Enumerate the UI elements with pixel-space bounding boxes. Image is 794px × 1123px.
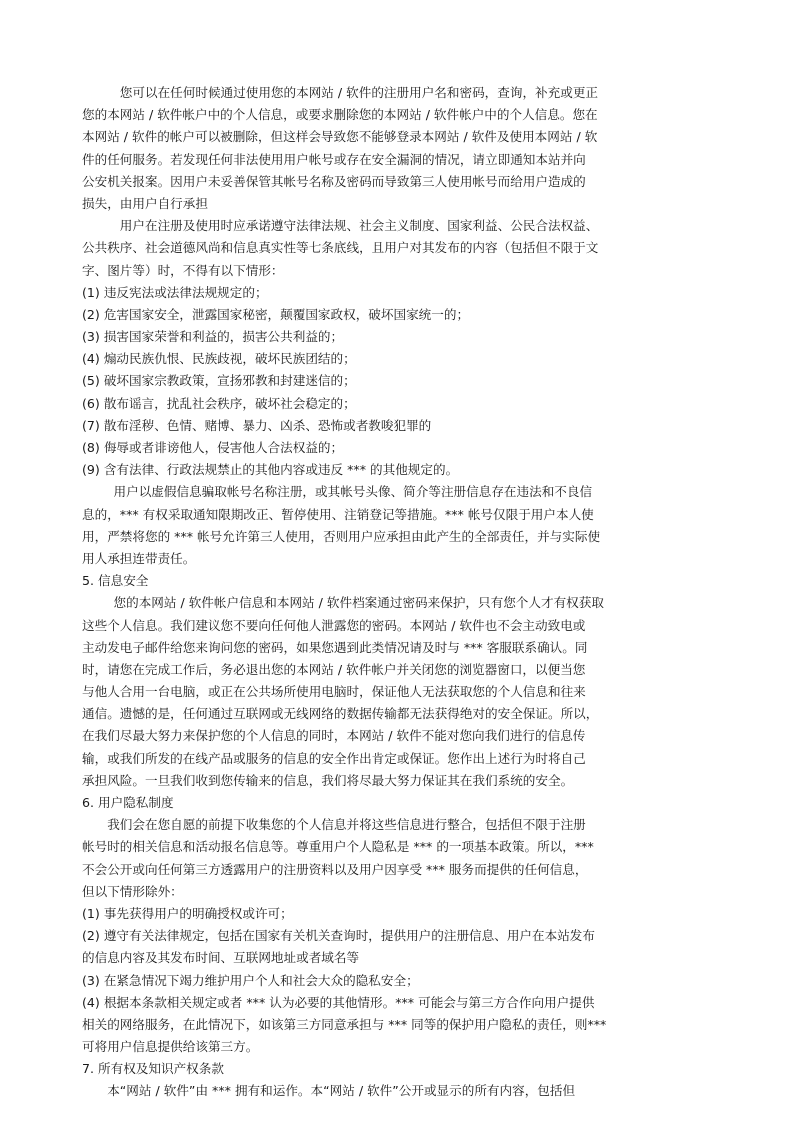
- text-line: (9) 含有法律、行政法规禁止的其他内容或违反 *** 的其他规定的。: [82, 462, 459, 478]
- text-line: (7) 散布淫秽、色情、赌博、暴力、凶杀、恐怖或者教唆犯罪的: [82, 417, 432, 433]
- text-line: (1) 事先获得用户的明确授权或许可；: [82, 905, 293, 921]
- text-line: (5) 破坏国家宗教政策，宣扬邪教和封建迷信的；: [82, 373, 356, 389]
- text-line: 损失，由用户自行承担: [82, 195, 208, 211]
- text-line: (3) 损害国家荣誉和利益的，损害公共利益的；: [82, 329, 344, 345]
- text-line: (2) 遵守有关法律规定，包括在国家有关机关查询时，提供用户的注册信息、用户在本站发布: [82, 928, 595, 944]
- text-line: 用户在注册及使用时应承诺遵守法律法规、社会主义制度、国家利益、公民合法权益、: [119, 218, 599, 234]
- text-line: 在我们尽最大努力来保护您的个人信息的同时，本网站 / 软件不能对您向我们进行的信息传: [82, 728, 586, 744]
- text-line: 主动发电子邮件给您来询问您的密码，如果您遇到此类情况请及时与 *** 客服联系确认。同: [82, 639, 588, 655]
- text-line: 件的任何服务。若发现任何非法使用用户帐号或存在安全漏洞的情况，请立即通知本站并向: [82, 151, 586, 167]
- text-line: 与他人合用一台电脑，或正在公共场所使用电脑时，保证他人无法获取您的个人信息和往来: [82, 684, 586, 700]
- text-line: (6) 散布谣言，扰乱社会秩序，破坏社会稳定的；: [82, 395, 356, 411]
- text-line: 但以下情形除外：: [82, 883, 183, 899]
- text-line: 相关的网络服务，在此情况下，如该第三方同意承担与 *** 同等的保护用户隐私的责任，则***: [82, 1016, 607, 1032]
- text-line: (1) 违反宪法或法律法规规定的；: [82, 284, 268, 300]
- text-line: 本网站 / 软件的帐户可以被删除，但这样会导致您不能够登录本网站 / 软件及使用本网站 / 软: [82, 129, 598, 145]
- text-line: 本“网站 / 软件”由 *** 拥有和运作。本“网站 / 软件”公开或显示的所有内容，包括但: [107, 1083, 576, 1099]
- text-line: 您的本网站 / 软件帐户信息和本网站 / 软件档案通过密码来保护，只有您个人才有权获取: [113, 595, 604, 611]
- text-line: (4) 煽动民族仇恨、民族歧视，破坏民族团结的；: [82, 351, 356, 367]
- text-line: 通信。遗憾的是，任何通过互联网或无线网络的数据传输都无法获得绝对的安全保证。所以，: [82, 706, 599, 722]
- text-line: 您的本网站 / 软件帐户中的个人信息，或要求删除您的本网站 / 软件帐户中的个人信息。您在: [82, 107, 598, 123]
- text-line: (8) 侮辱或者诽谤他人，侵害他人合法权益的；: [82, 440, 344, 455]
- text-line: 用，严禁将您的 *** 帐号允许第三人使用，否则用户应承担由此产生的全部责任，并与实际使: [82, 528, 601, 544]
- text-line: 用户以虚假信息骗取帐号名称注册，或其帐号头像、简介等注册信息存在违法和不良信: [113, 484, 593, 500]
- text-line: (4) 根据本条款相关规定或者 *** 认为必要的其他情形。*** 可能会与第三方合作向用户提供: [82, 994, 595, 1010]
- section-heading: 6. 用户隐私制度: [82, 795, 174, 810]
- text-line: 公共秩序、社会道德风尚和信息真实性等七条底线，且用户对其发布的内容（包括但不限于文: [82, 240, 599, 256]
- text-line: 时，请您在完成工作后，务必退出您的本网站 / 软件帐户并关闭您的浏览器窗口，以便当您: [82, 661, 586, 677]
- text-line: 输，或我们所发的在线产品或服务的信息的安全作出肯定或保证。您作出上述行为时将自己: [82, 750, 586, 766]
- text-line: 用人承担连带责任。: [82, 550, 196, 566]
- text-line: (3) 在紧急情况下竭力维护用户个人和社会大众的隐私安全；: [82, 972, 419, 988]
- text-line: 承担风险。一旦我们收到您传输来的信息，我们将尽最大努力保证其在我们系统的安全。: [82, 772, 574, 788]
- document-page: [82, 82, 716, 1103]
- text-line: 字、图片等）时，不得有以下情形：: [82, 262, 284, 278]
- text-line: (2) 危害国家安全，泄露国家秘密，颠覆国家政权，破坏国家统一的；: [82, 306, 470, 322]
- text-line: 帐号时的相关信息和活动报名信息等。尊重用户个人隐私是 *** 的一项基本政策。所以，***: [82, 839, 594, 855]
- section-heading: 5. 信息安全: [82, 573, 149, 589]
- text-line: 这些个人信息。我们建议您不要向任何他人泄露您的密码。本网站 / 软件也不会主动致电或: [82, 617, 586, 633]
- text-line: 的信息内容及其发布时间、互联网地址或者域名等: [82, 950, 360, 966]
- text-line: 不会公开或向任何第三方透露用户的注册资料以及用户因享受 *** 服务而提供的任何信息，: [82, 861, 588, 877]
- text-line: 公安机关报案。因用户未妥善保管其帐号名称及密码而导致第三人使用帐号而给用户造成的: [82, 173, 586, 189]
- section-heading: 7. 所有权及知识产权条款: [82, 1061, 224, 1077]
- text-line: 息的，*** 有权采取通知限期改正、暂停使用、注销登记等措施。*** 帐号仅限于用户本人使: [82, 506, 594, 522]
- text-line: 可将用户信息提供给该第三方。: [82, 1039, 259, 1055]
- text-line: 我们会在您自愿的前提下收集您的个人信息并将这些信息进行整合，包括但不限于注册: [107, 817, 586, 833]
- text-line: 您可以在任何时候通过使用您的本网站 / 软件的注册用户名和密码，查询，补充或更正: [119, 85, 599, 100]
